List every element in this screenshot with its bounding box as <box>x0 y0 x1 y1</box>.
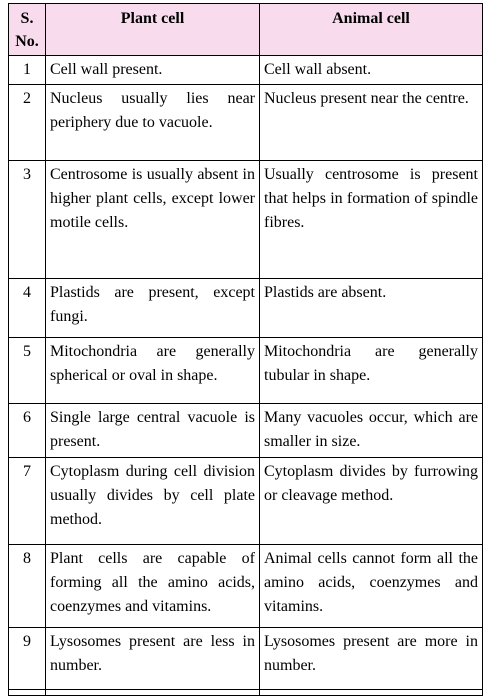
row-sno: 1 <box>9 56 46 85</box>
row-animal-cell: Cytoplasm divides by furrowing or cleavage method. <box>260 458 483 545</box>
row-animal-cell: Plastids are absent. <box>260 279 483 338</box>
row-animal-cell: Nucleus present near the centre. <box>260 85 483 161</box>
table-row-continuation <box>9 690 483 696</box>
row-animal-cell: Lysosomes present are more in number. <box>260 628 483 690</box>
row-sno: 3 <box>9 161 46 279</box>
row-animal-cell: Usually centrosome is present that helps in formation of spindle fibres. <box>260 161 483 279</box>
row-plant-cell: Cell wall present. <box>46 56 260 85</box>
row-plant-cell: Single large central vacuole is present. <box>46 404 260 458</box>
table-row <box>9 56 483 85</box>
row-plant-cell: Plant cells are capable of forming all the amino acids, coenzymes and vitamins. <box>46 545 260 628</box>
empty-cell <box>260 690 483 696</box>
row-animal-cell: Cell wall absent. <box>260 56 483 85</box>
row-animal-cell: Mitochondria are generally tubular in shape. <box>260 338 483 404</box>
row-plant-cell: Centrosome is usually absent in higher plant cells, except lower motile cells. <box>46 161 260 279</box>
row-plant-cell: Nucleus usually lies near periphery due to vacuole. <box>46 85 260 161</box>
row-sno: 7 <box>9 458 46 545</box>
table-row <box>9 458 483 545</box>
row-sno: 2 <box>9 85 46 161</box>
row-animal-cell: Animal cells cannot form all the amino acids, coenzymes and vitamins. <box>260 545 483 628</box>
row-plant-cell: Lysosomes present are less in number. <box>46 628 260 690</box>
comparison-table <box>8 3 483 696</box>
row-plant-cell: Cytoplasm during cell division usually divides by cell plate method. <box>46 458 260 545</box>
empty-cell <box>9 690 46 696</box>
table-row <box>9 404 483 458</box>
header-animal-cell: Animal cell <box>260 4 483 56</box>
empty-cell <box>46 690 260 696</box>
row-plant-cell: Mitochondria are generally spherical or oval in shape. <box>46 338 260 404</box>
table-row <box>9 85 483 161</box>
row-plant-cell: Plastids are present, except fungi. <box>46 279 260 338</box>
row-sno: 9 <box>9 628 46 690</box>
row-sno: 5 <box>9 338 46 404</box>
table-row <box>9 338 483 404</box>
row-sno: 4 <box>9 279 46 338</box>
table-row <box>9 545 483 628</box>
row-sno: 6 <box>9 404 46 458</box>
header-sno: S. No. <box>9 4 46 56</box>
row-animal-cell: Many vacuoles occur, which are smaller in size. <box>260 404 483 458</box>
table-header-row <box>9 4 483 56</box>
header-plant-cell: Plant cell <box>46 4 260 56</box>
row-sno: 8 <box>9 545 46 628</box>
table-row <box>9 628 483 690</box>
table-row <box>9 279 483 338</box>
table-row <box>9 161 483 279</box>
